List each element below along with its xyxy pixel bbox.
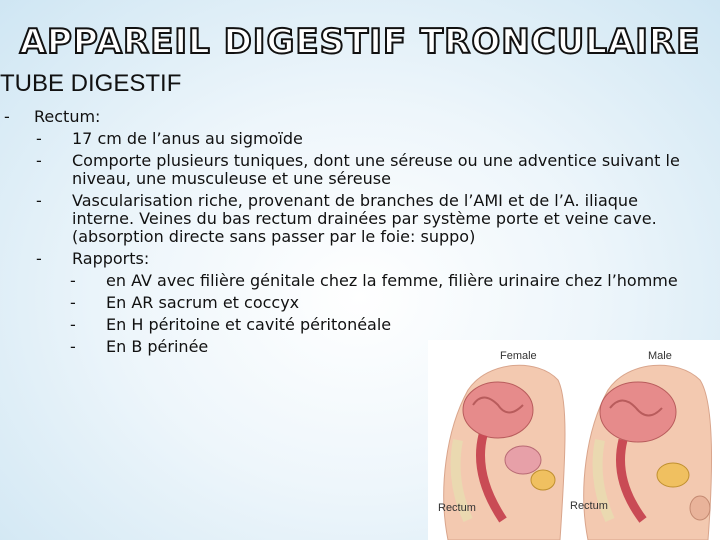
slide-body (0, 108, 710, 356)
male-label: Male (648, 350, 672, 362)
slide-title: APPAREIL DIGESTIF TRONCULAIRE (19, 22, 701, 62)
item-text: Comporte plusieurs tuniques, dont une séreuse ou une adventice suivant le niveau, une musculeuse et une séreuse (72, 151, 680, 188)
item-text: En B périnée (106, 337, 209, 356)
bullet-dash: - (36, 151, 42, 170)
bullet-dash: - (70, 315, 76, 334)
bullet-dash: - (70, 293, 76, 312)
list-item (0, 272, 710, 290)
list-item (0, 250, 710, 268)
list-item (0, 152, 710, 188)
list-item (0, 294, 710, 312)
item-text: 17 cm de l’anus au sigmoïde (72, 129, 303, 148)
item-text: En H péritoine et cavité péritonéale (106, 315, 392, 334)
bullet-dash: - (36, 129, 42, 148)
list-item (0, 192, 710, 246)
list-item (0, 130, 710, 148)
list-item (0, 316, 710, 334)
bullet-dash: - (36, 249, 42, 268)
female-label: Female (500, 350, 537, 362)
item-text: En AR sacrum et coccyx (106, 293, 300, 312)
anatomy-figure (428, 340, 720, 540)
bullet-dash: - (4, 107, 10, 126)
rectum-heading: Rectum: (34, 107, 101, 126)
rectum-label-right: Rectum (570, 500, 608, 512)
rectum-label-left: Rectum (438, 502, 476, 514)
bullet-dash: - (36, 191, 42, 210)
item-text: Vascularisation riche, provenant de branches de l’AMI et de l’A. iliaque interne. Veines du bas rectum drainées par système porte et veine cave. (absorption directe sans passer par le foie: suppo) (72, 191, 657, 246)
bullet-rectum (0, 108, 710, 126)
bullet-dash: - (70, 337, 76, 356)
item-text: en AV avec filière génitale chez la femme, filière urinaire chez l’homme (106, 271, 678, 290)
section-heading: TUBE DIGESTIF (0, 70, 182, 97)
bullet-dash: - (70, 271, 76, 290)
item-text: Rapports: (72, 249, 150, 268)
